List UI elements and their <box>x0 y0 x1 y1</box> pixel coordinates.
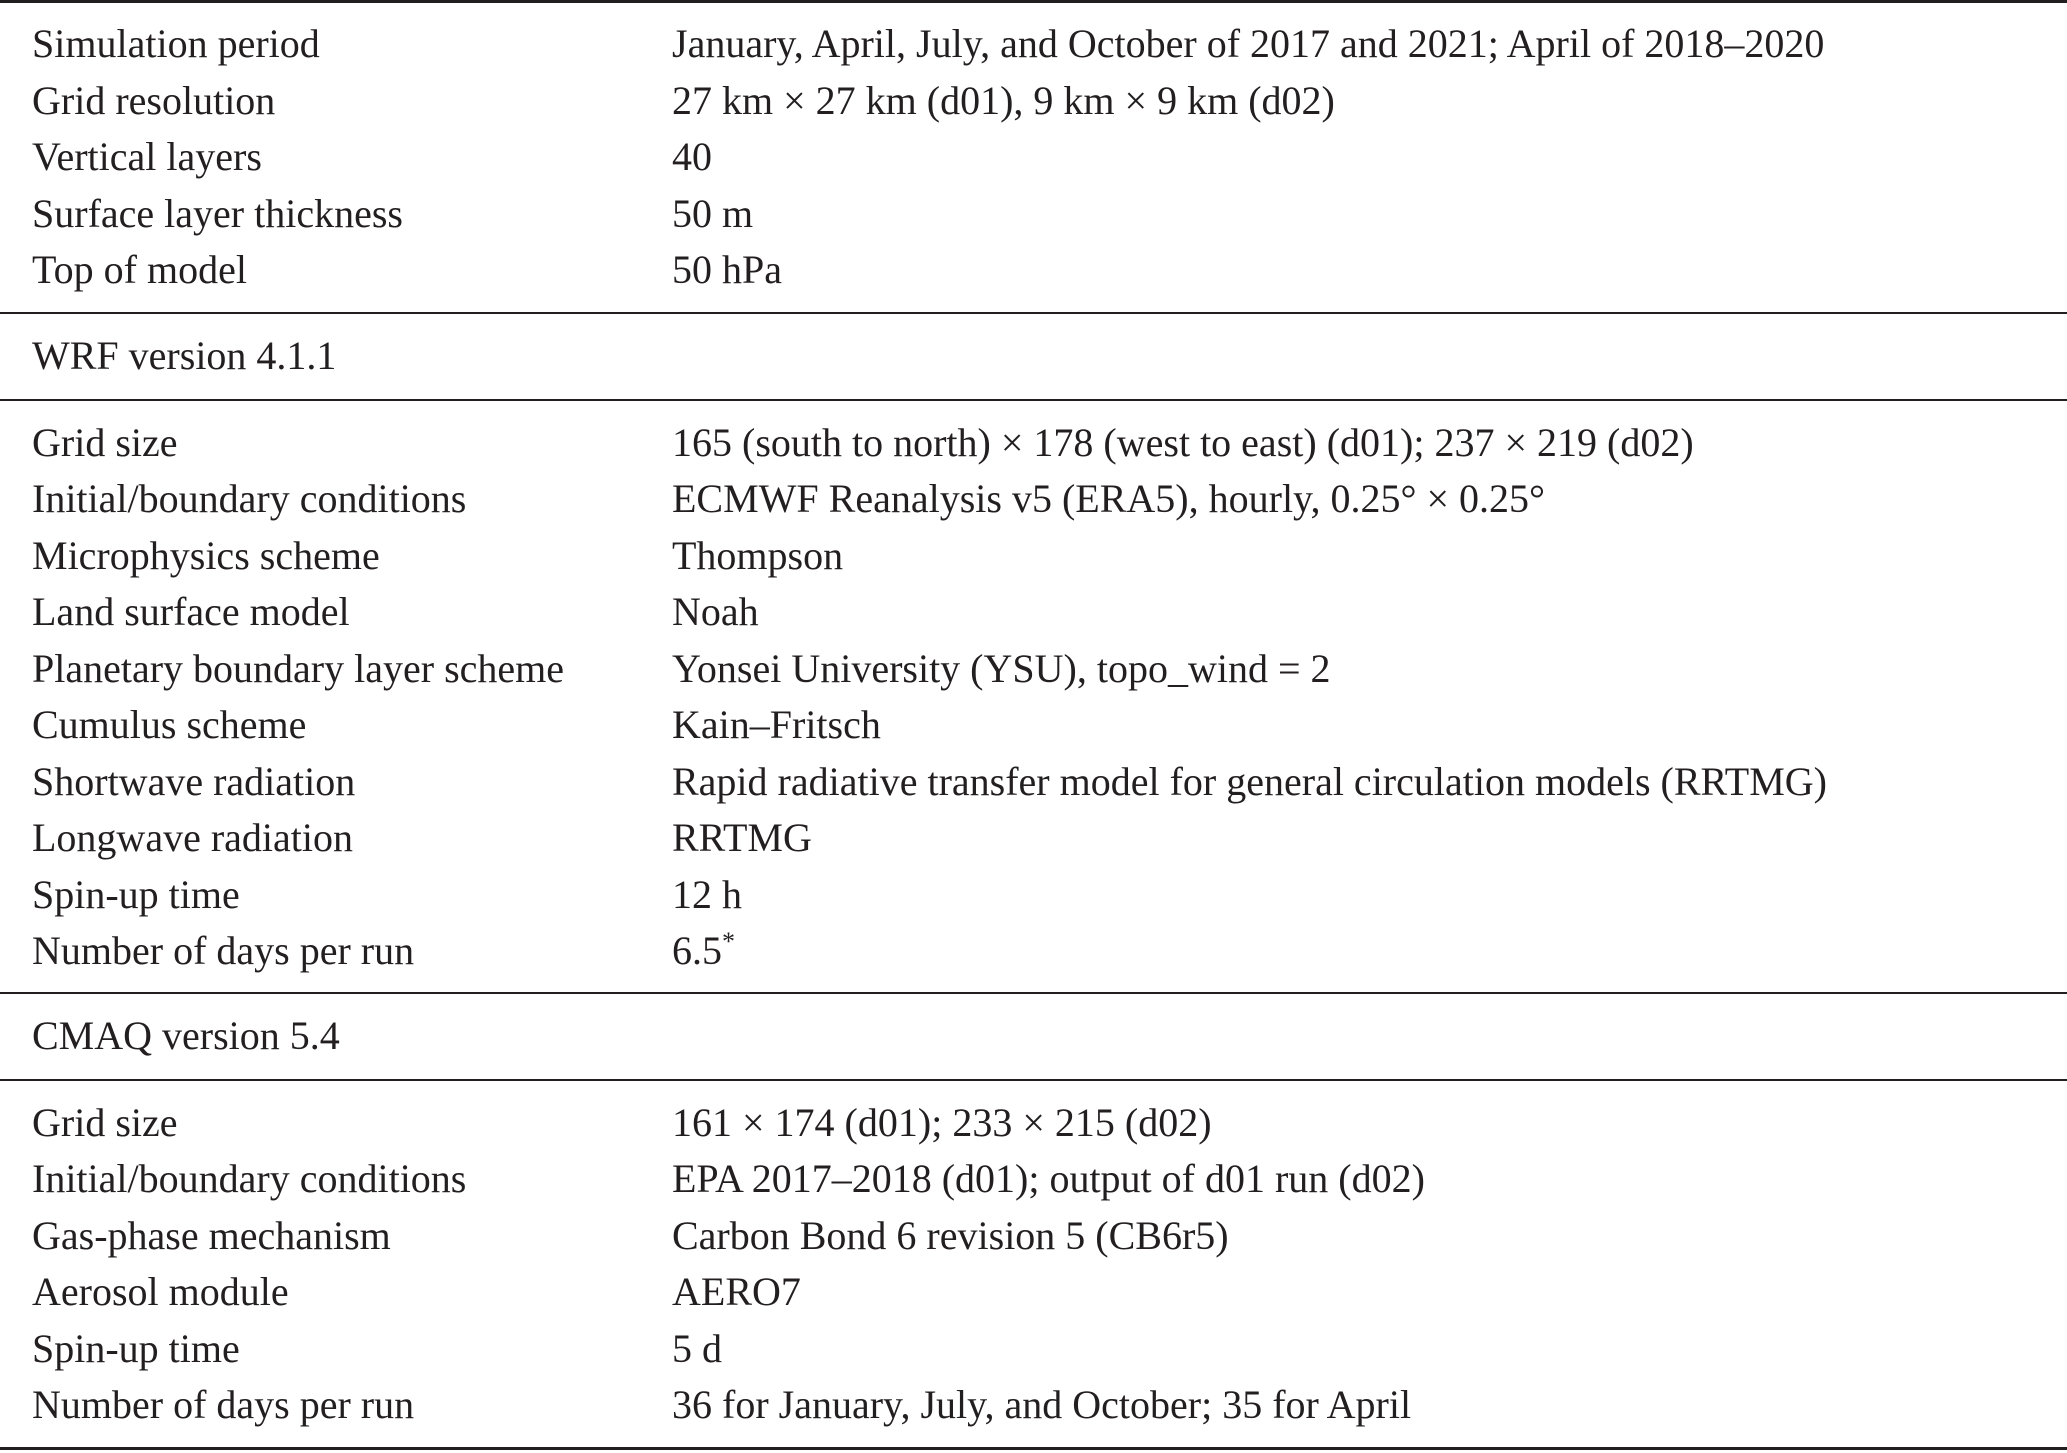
param-value: ECMWF Reanalysis v5 (ERA5), hourly, 0.25° × 0.25° <box>672 476 1546 522</box>
table-row <box>0 867 2067 924</box>
param-value: Noah <box>672 589 759 635</box>
param-label: Surface layer thickness <box>32 190 403 236</box>
param-label: Spin-up time <box>32 871 240 917</box>
table-row <box>0 584 2067 641</box>
param-value: 165 (south to north) × 178 (west to east) (d01); 237 × 219 (d02) <box>672 419 1694 465</box>
table-row <box>0 528 2067 585</box>
table-row <box>0 73 2067 130</box>
param-label: Aerosol module <box>32 1269 289 1315</box>
param-label: Cumulus scheme <box>32 702 307 748</box>
table-row <box>0 641 2067 698</box>
param-label: Grid resolution <box>32 77 276 123</box>
cmaq-section-header: CMAQ version 5.4 <box>32 1013 340 1058</box>
param-label: Spin-up time <box>32 1325 240 1371</box>
param-label: Longwave radiation <box>32 815 353 861</box>
table-row <box>0 242 2067 299</box>
table-row <box>0 1208 2067 1265</box>
param-value: 161 × 174 (d01); 233 × 215 (d02) <box>672 1099 1212 1145</box>
param-label: Microphysics scheme <box>32 532 380 578</box>
param-value: 50 m <box>672 190 754 236</box>
param-value <box>672 927 2067 974</box>
param-label: Initial/boundary conditions <box>32 1156 467 1202</box>
param-value: Thompson <box>672 532 844 578</box>
param-value: EPA 2017–2018 (d01); output of d01 run (d02) <box>672 1156 1425 1202</box>
wrf-section <box>0 401 2067 992</box>
table-row <box>0 1321 2067 1378</box>
wrf-section-header: WRF version 4.1.1 <box>32 333 337 378</box>
param-value: 36 for January, July, and October; 35 for April <box>672 1382 1412 1428</box>
param-value: 40 <box>672 134 712 180</box>
table-row <box>0 1377 2067 1434</box>
footnote-mark: * <box>722 927 735 957</box>
param-value: 27 km × 27 km (d01), 9 km × 9 km (d02) <box>672 77 1335 123</box>
table-row <box>0 697 2067 754</box>
param-value: AERO7 <box>672 1269 801 1315</box>
param-label: Grid size <box>32 1099 178 1145</box>
param-label: Top of model <box>32 247 247 293</box>
param-label: Grid size <box>32 419 178 465</box>
param-value: January, April, July, and October of 2017 and 2021; April of 2018–2020 <box>672 21 1825 67</box>
param-label: Land surface model <box>32 589 350 635</box>
param-value-text: 6.5 <box>672 928 722 974</box>
table-row <box>0 1095 2067 1152</box>
table-row <box>0 415 2067 472</box>
cmaq-section <box>0 1081 2067 1447</box>
param-value: 50 hPa <box>672 247 782 293</box>
param-value: RRTMG <box>672 815 812 861</box>
table-row <box>0 810 2067 867</box>
table-row <box>0 129 2067 186</box>
param-label: Planetary boundary layer scheme <box>32 645 565 691</box>
table-row <box>0 471 2067 528</box>
param-label: Gas-phase mechanism <box>32 1212 391 1258</box>
param-value: Yonsei University (YSU), topo_wind = 2 <box>672 645 1331 691</box>
table-row <box>0 186 2067 243</box>
table-row <box>0 923 2067 980</box>
param-value: Carbon Bond 6 revision 5 (CB6r5) <box>672 1212 1229 1258</box>
param-label: Shortwave radiation <box>32 758 356 804</box>
table-bottom-rule <box>0 1447 2067 1450</box>
general-section <box>0 3 2067 312</box>
param-label: Number of days per run <box>32 1382 415 1428</box>
param-value: Rapid radiative transfer model for general circulation models (RRTMG) <box>672 758 1827 804</box>
param-label: Initial/boundary conditions <box>32 476 467 522</box>
param-value: 12 h <box>672 871 742 917</box>
table-row <box>0 1264 2067 1321</box>
param-label: Vertical layers <box>32 134 262 180</box>
table-row <box>0 754 2067 811</box>
param-label: Simulation period <box>32 21 320 67</box>
param-value: 5 d <box>672 1325 722 1371</box>
param-label: Number of days per run <box>32 928 415 974</box>
param-value: Kain–Fritsch <box>672 702 881 748</box>
table-row <box>0 1151 2067 1208</box>
table-row <box>0 16 2067 73</box>
